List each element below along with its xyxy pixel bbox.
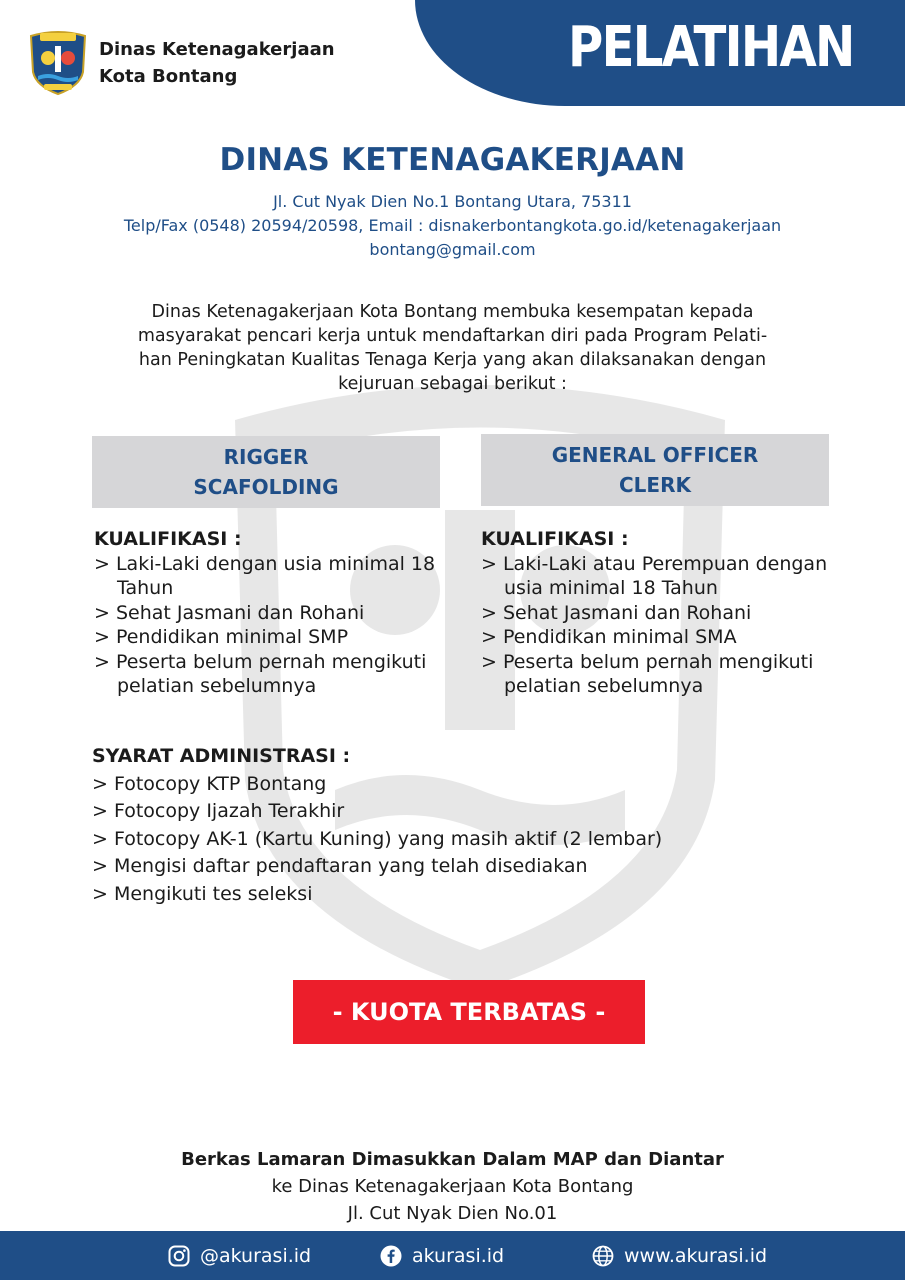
qualification-heading: KUALIFIKASI :: [481, 528, 629, 550]
intro-line1: Dinas Ketenagakerjaan Kota Bontang membuka kesempatan kepada: [151, 302, 754, 322]
admin-item: > Fotocopy AK-1 (Kartu Kuning) yang masih aktif (2 lembar): [92, 827, 663, 850]
admin-item: > Fotocopy KTP Bontang: [92, 772, 327, 795]
social-website[interactable]: [592, 1231, 767, 1280]
qualification-item: > Pendidikan minimal SMP: [94, 626, 349, 648]
admin-requirements: [92, 743, 792, 908]
intro-line4: kejuruan sebagai berikut :: [338, 374, 567, 394]
qualification-list-clerk: [481, 527, 861, 699]
intro-line2: masyarakat pencari kerja untuk mendaftarkan diri pada Program Pelati-: [137, 326, 768, 346]
bontang-city-emblem-icon: [28, 28, 88, 96]
qualification-item: > Sehat Jasmani dan Rohani: [94, 601, 365, 624]
submission-note: [0, 1146, 905, 1227]
admin-heading: SYARAT ADMINISTRASI :: [92, 745, 351, 767]
qualification-item: > Peserta belum pernah mengikuti pelatian sebelumnya: [481, 650, 814, 697]
category-rigger-scafolding: [92, 436, 440, 508]
social-bar: [0, 1231, 905, 1280]
address-line1: Jl. Cut Nyak Dien No.1 Bontang Utara, 75311: [273, 192, 632, 211]
category-name-line2: SCAFOLDING: [193, 475, 339, 499]
qualification-item: > Peserta belum pernah mengikuti pelatian sebelumnya: [94, 650, 427, 697]
admin-item: > Mengikuti tes seleksi: [92, 882, 313, 905]
social-facebook[interactable]: [380, 1231, 504, 1280]
agency-name-line1: Dinas Ketenagakerjaan: [99, 39, 335, 60]
qualification-heading: KUALIFIKASI :: [94, 528, 242, 550]
qualification-item: > Sehat Jasmani dan Rohani: [481, 601, 752, 624]
agency-name-line2: Kota Bontang: [99, 66, 238, 87]
category-name-line1: RIGGER: [223, 445, 309, 469]
facebook-icon: [380, 1245, 402, 1267]
address-line3: bontang@gmail.com: [369, 240, 536, 259]
submission-note-line2: ke Dinas Ketenagakerjaan Kota Bontang: [271, 1176, 634, 1197]
qualification-item: > Laki-Laki atau Perempuan dengan usia minimal 18 Tahun: [481, 552, 828, 599]
qualification-item: > Pendidikan minimal SMA: [481, 626, 737, 648]
social-instagram[interactable]: [168, 1231, 311, 1280]
agency-name: [99, 36, 335, 90]
page-title: DINAS KETENAGAKERJAAN: [219, 142, 686, 178]
address-line2: Telp/Fax (0548) 20594/20598, Email : disnakerbontangkota.go.id/ketenagakerjaan: [123, 216, 782, 235]
category-general-officer-clerk: [481, 434, 829, 506]
instagram-icon: [168, 1245, 190, 1267]
banner-title: PELATIHAN: [568, 15, 854, 80]
category-name-line2: CLERK: [619, 473, 691, 497]
website-url: www.akurasi.id: [624, 1244, 768, 1267]
globe-icon: [592, 1245, 614, 1267]
qualification-list-rigger: [94, 527, 464, 699]
admin-item: > Fotocopy Ijazah Terakhir: [92, 800, 345, 822]
admin-item: > Mengisi daftar pendaftaran yang telah disediakan: [92, 855, 588, 877]
intro-line3: han Peningkatan Kualitas Tenaga Kerja yang akan dilaksanakan dengan: [138, 350, 767, 370]
submission-note-line1: Berkas Lamaran Dimasukkan Dalam MAP dan Diantar: [181, 1149, 724, 1170]
instagram-handle: @akurasi.id: [200, 1244, 312, 1267]
quota-banner: - KUOTA TERBATAS -: [293, 980, 645, 1044]
category-name-line1: GENERAL OFFICER: [551, 443, 759, 467]
facebook-handle: akurasi.id: [412, 1244, 505, 1267]
submission-note-line3: Jl. Cut Nyak Dien No.01: [347, 1203, 558, 1224]
qualification-item: > Laki-Laki dengan usia minimal 18 Tahun: [94, 552, 436, 599]
intro-paragraph: [100, 300, 805, 396]
